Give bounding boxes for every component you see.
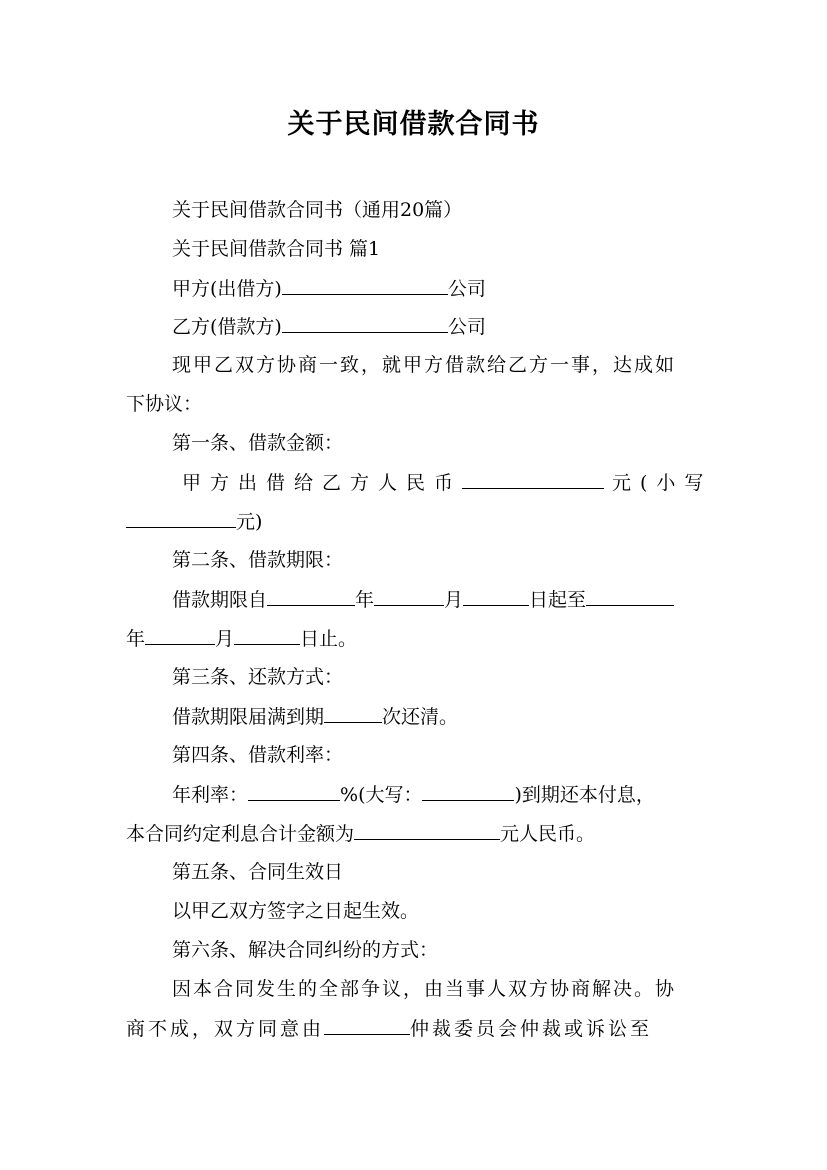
paragraph-line: 下协议：	[126, 393, 203, 415]
amount-line	[126, 470, 762, 495]
article-4-heading: 第四条、借款利率：	[172, 744, 344, 766]
rate-upper-label: %(大写：	[340, 784, 423, 806]
doc-subtitle: 关于民间借款合同书（通用20篇）	[172, 199, 463, 221]
rate-upper-blank[interactable]	[422, 782, 514, 801]
start-year-blank[interactable]	[267, 587, 355, 606]
borrower-line	[126, 314, 752, 339]
repay-blank[interactable]	[324, 704, 382, 723]
term-line	[126, 587, 752, 612]
day-end-label: 日止。	[300, 628, 358, 650]
repay-suffix: 次还清。	[382, 706, 459, 728]
end-month-blank[interactable]	[145, 626, 215, 645]
amount-small-suffix: 元)	[236, 511, 263, 533]
amount-blank[interactable]	[462, 470, 604, 489]
term-label: 借款期限自	[172, 589, 268, 611]
article-5-heading: 第五条、合同生效日	[172, 861, 344, 883]
dispute-line: 因本合同发生的全部争议，由当事人双方协商解决。协	[172, 978, 677, 1000]
rate-label: 年利率：	[172, 784, 249, 806]
rate-suffix: )到期还本付息，	[514, 784, 655, 806]
amount-line-2	[126, 509, 706, 534]
start-day-blank[interactable]	[463, 587, 529, 606]
dispute-line-2	[126, 1016, 706, 1041]
article-2-heading: 第二条、借款期限：	[172, 549, 344, 571]
effective-line: 以甲乙双方签字之日起生效。	[172, 900, 420, 922]
year-label: 年	[126, 628, 146, 650]
arbitration-blank[interactable]	[324, 1016, 410, 1035]
borrower-suffix: 公司	[447, 316, 486, 338]
end-year-blank[interactable]	[586, 587, 674, 606]
amount-label: 甲方出借给乙方人民币	[182, 472, 463, 494]
interest-blank[interactable]	[354, 821, 500, 840]
end-day-blank[interactable]	[234, 626, 300, 645]
term-line-2	[126, 626, 706, 651]
rate-blank[interactable]	[248, 782, 340, 801]
lender-suffix: 公司	[447, 278, 486, 300]
lender-label: 甲方(出借方)	[172, 278, 282, 300]
dispute-label: 商不成，双方同意由	[126, 1018, 325, 1040]
interest-line	[126, 821, 706, 846]
interest-label: 本合同约定利息合计金额为	[126, 823, 355, 845]
lender-line	[126, 276, 752, 301]
dispute-suffix: 仲裁委员会仲裁或诉讼至	[410, 1018, 653, 1040]
section-heading: 关于民间借款合同书 篇1	[172, 238, 381, 260]
borrower-label: 乙方(借款方)	[172, 316, 282, 338]
amount-small-blank[interactable]	[126, 509, 236, 528]
month-label: 月	[215, 628, 235, 650]
article-1-heading: 第一条、借款金额：	[172, 432, 344, 454]
lender-blank[interactable]	[282, 276, 448, 295]
paragraph-line: 现甲乙双方协商一致，就甲方借款给乙方一事，达成如	[172, 354, 677, 376]
repay-line	[126, 704, 752, 729]
interest-suffix: 元人民币。	[500, 823, 596, 845]
day-label: 日起至	[529, 589, 587, 611]
repay-label: 借款期限届满到期	[172, 706, 325, 728]
page-title: 关于民间借款合同书	[287, 109, 540, 140]
start-month-blank[interactable]	[374, 587, 444, 606]
rate-line	[126, 782, 752, 807]
amount-suffix: 元(小写	[612, 472, 713, 494]
article-6-heading: 第六条、解决合同纠纷的方式：	[172, 939, 439, 961]
article-3-heading: 第三条、还款方式：	[172, 666, 344, 688]
year-label: 年	[355, 589, 375, 611]
borrower-blank[interactable]	[282, 314, 448, 333]
month-label: 月	[444, 589, 464, 611]
